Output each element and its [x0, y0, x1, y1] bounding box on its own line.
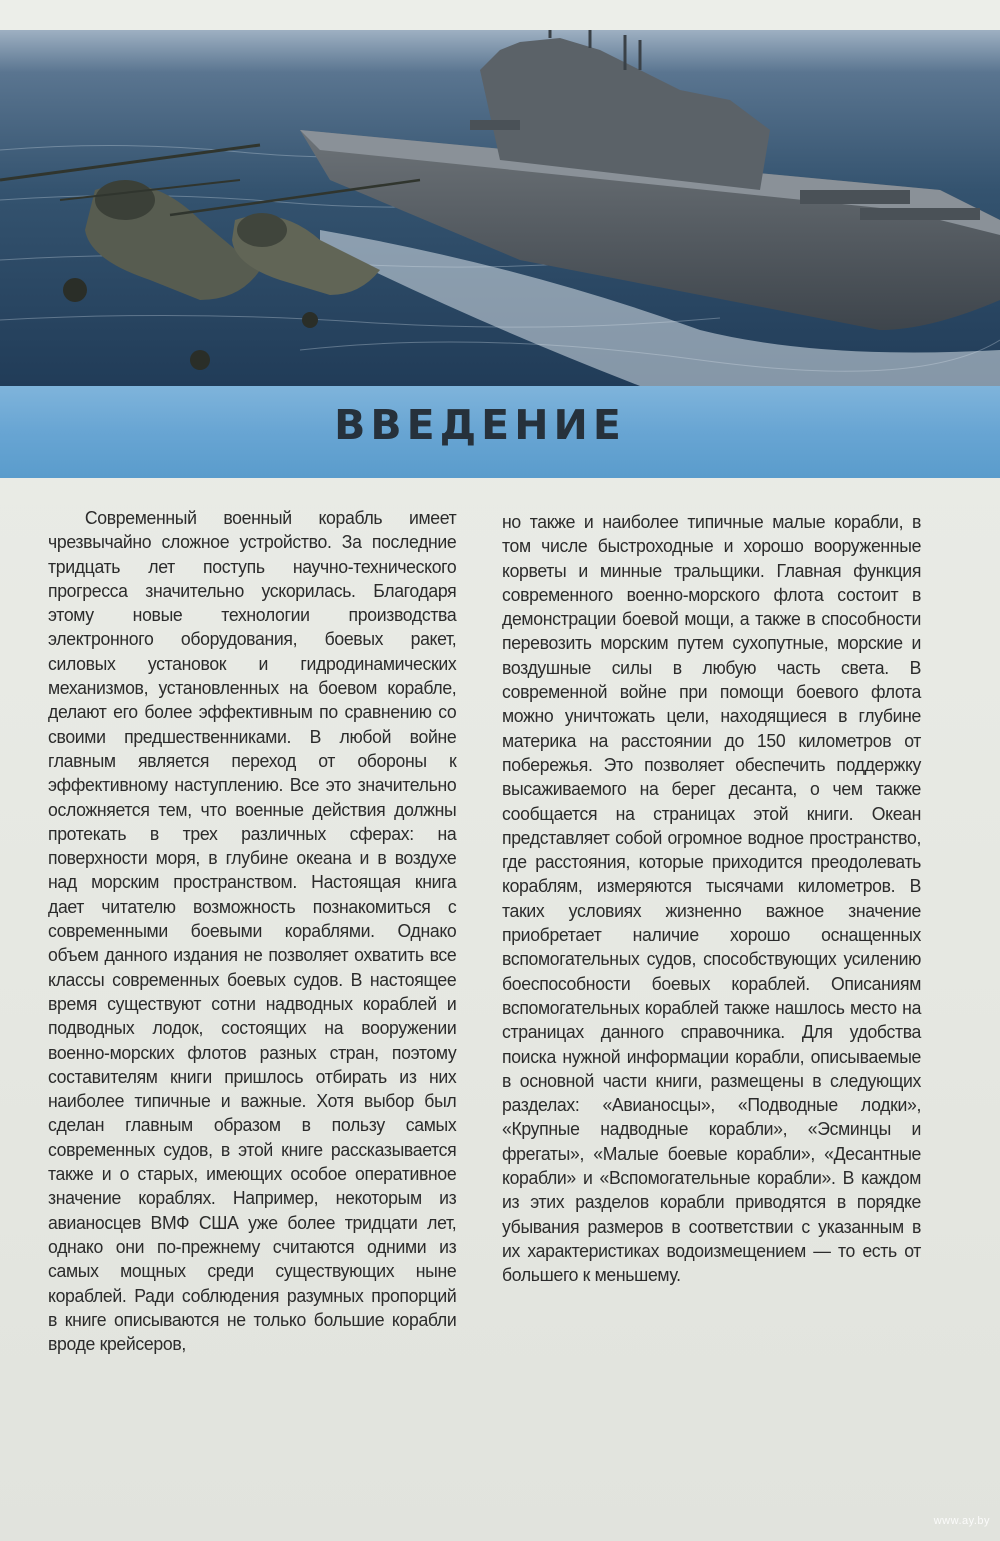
- paragraph-left: Современный военный корабль имеет чрезвычайно сложное устройство. За последние тридцать лет поступь научно-технического прогресса значительно ускорилась. Благодаря этому новые технологии производства электронного оборудования, боевых ракет, силовых установок и гидродинамических механизмов, установленных на боевом корабле, делают его более эффективным по сравнению со своими предшественниками. В любой войне главным является переход от обороны к эффективному наступлению. Все это значительно осложняется тем, что военные действия должны протекать в трех различных сферах: на поверхности моря, в глубине океана и в воздухе над морским пространством. Настоящая книга дает читателю возможность познакомиться с современными боевыми кораблями. Однако объем данного издания не позволяет охватить все классы современных боевых судов. В настоящее время существуют сотни надводных кораблей и подводных лодок, состоящих на вооружении военно-морских флотов разных стран, поэтому составителям книги пришлось отбирать из них наиболее типичные и важные. Хотя выбор был сделан главным образом в пользу самых современных судов, в этой книге рассказывается также и о старых, имеющих особое оперативное значение кораблях. Например, некоторым из авианосцев ВМФ США уже более тридцати лет, однако они по-прежнему считаются одними из самых мощных среди существующих ныне кораблей. Ради соблюдения разумных пропорций в книге описываются не только большие корабли вроде крейсеров,: [48, 508, 457, 1355]
- page-title: ВВЕДЕНИЕ: [334, 401, 626, 449]
- paragraph-right: но также и наиболее типичные малые корабли, в том числе быстроходные и хорошо вооруженные корветы и минные тральщики. Главная функция современного военно-морского флота состоит в демонстрации боевой мощи, а также в способности перевозить морским путем сухопутные, морские и воздушные силы в любую часть света. В современной войне при помощи боевого флота можно уничтожать цели, находящиеся в глубине материка на расстоянии до 150 километров от побережья. Это позволяет обеспечить поддержку высаживаемого на берег десанта, о чем также сообщается на страницах этой книги. Океан представляет собой огромное водное пространство, где расстояния, которые приходится преодолевать кораблям, измеряются тысячами километров. В таких условиях жизненно важное значение приобретает наличие хорошо оснащенных вспомогательных судов, способствующих усилению боеспособности боевых кораблей. Описаниям вспомогательных кораблей также нашлось место на страницах данного справочника. Для удобства поиска нужной информации корабли, описываемые в основной части книги, размещены в следующих разделах: «Авианосцы», «Подводные лодки», «Крупные надводные корабли», «Эсминцы и фрегаты», «Малые боевые корабли», «Десантные корабли» и «Вспомогательные корабли». В каждом из этих разделов корабли приводятся в порядке убывания размеров в соответствии с указанным в их характеристиках водоизмещением — то есть от большего к меньшему.: [502, 512, 922, 1286]
- text-column-right: [502, 510, 921, 1288]
- header-photo: [0, 30, 1000, 386]
- text-column-left: [48, 506, 456, 1356]
- watermark: www.ay.by: [933, 1515, 990, 1527]
- ship-and-helicopters-illustration: [0, 30, 1000, 386]
